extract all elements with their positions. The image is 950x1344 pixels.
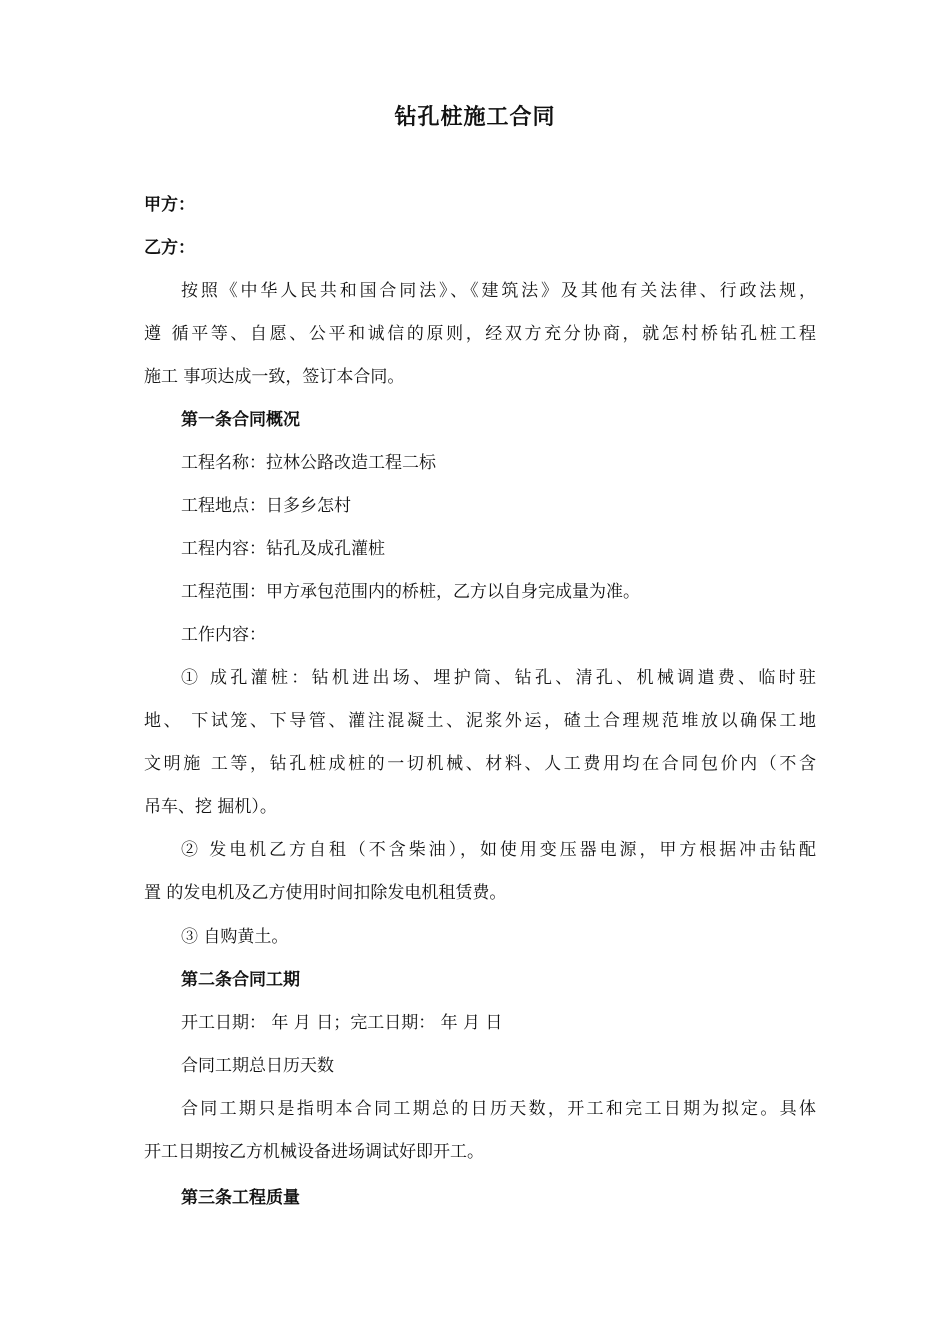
project-name: 工程名称：拉林公路改造工程二标 bbox=[181, 453, 436, 473]
total-calendar-days: 合同工期总日历天数 bbox=[181, 1056, 334, 1076]
preamble-line-1: 按照《中华人民共和国合同法》、《建筑法》及其他有关法律、行政法规， bbox=[181, 281, 816, 301]
article-2-heading: 第二条合同工期 bbox=[181, 970, 300, 990]
party-a-label: 甲方： bbox=[144, 195, 195, 215]
work-content-label: 工作内容： bbox=[181, 625, 266, 645]
period-note-line-1: 合同工期只是指明本合同工期总的日历天数，开工和完工日期为拟定。具体 bbox=[181, 1099, 816, 1119]
preamble-line-3: 施工 事项达成一致，签订本合同。 bbox=[144, 367, 405, 387]
project-location: 工程地点：日多乡怎村 bbox=[181, 496, 351, 516]
item-1-line-3: 文明施 工等，钻孔桩成桩的一切机械、材料、人工费用均在合同包价内（不含 bbox=[144, 754, 816, 774]
contract-dates: 开工日期： 年 月 日；完工日期： 年 月 日 bbox=[181, 1013, 503, 1033]
item-1-line-2: 地、 下试笼、下导管、灌注混凝土、泥浆外运，碴土合理规范堆放以确保工地 bbox=[144, 711, 816, 731]
item-1-line-1: ① 成孔灌桩：钻机进出场、埋护筒、钻孔、清孔、机械调遣费、临时驻 bbox=[181, 668, 816, 688]
article-3-heading: 第三条工程质量 bbox=[181, 1188, 300, 1208]
item-3: ③ 自购黄土。 bbox=[181, 927, 289, 947]
project-scope: 工程范围：甲方承包范围内的桥桩，乙方以自身完成量为准。 bbox=[181, 582, 640, 602]
project-content: 工程内容：钻孔及成孔灌桩 bbox=[181, 539, 385, 559]
document-title: 钻孔桩施工合同 bbox=[394, 105, 556, 130]
item-2-line-2: 置 的发电机及乙方使用时间扣除发电机租赁费。 bbox=[144, 883, 507, 903]
party-b-label: 乙方： bbox=[144, 238, 195, 258]
period-note-line-2: 开工日期按乙方机械设备进场调试好即开工。 bbox=[144, 1142, 484, 1162]
article-1-heading: 第一条合同概况 bbox=[181, 410, 300, 430]
preamble-line-2: 遵 循平等、自愿、公平和诚信的原则，经双方充分协商，就怎村桥钻孔桩工程 bbox=[144, 324, 816, 344]
item-2-line-1: ② 发电机乙方自租（不含柴油），如使用变压器电源，甲方根据冲击钻配 bbox=[181, 840, 816, 860]
item-1-line-4: 吊车、挖 掘机）。 bbox=[144, 797, 277, 817]
